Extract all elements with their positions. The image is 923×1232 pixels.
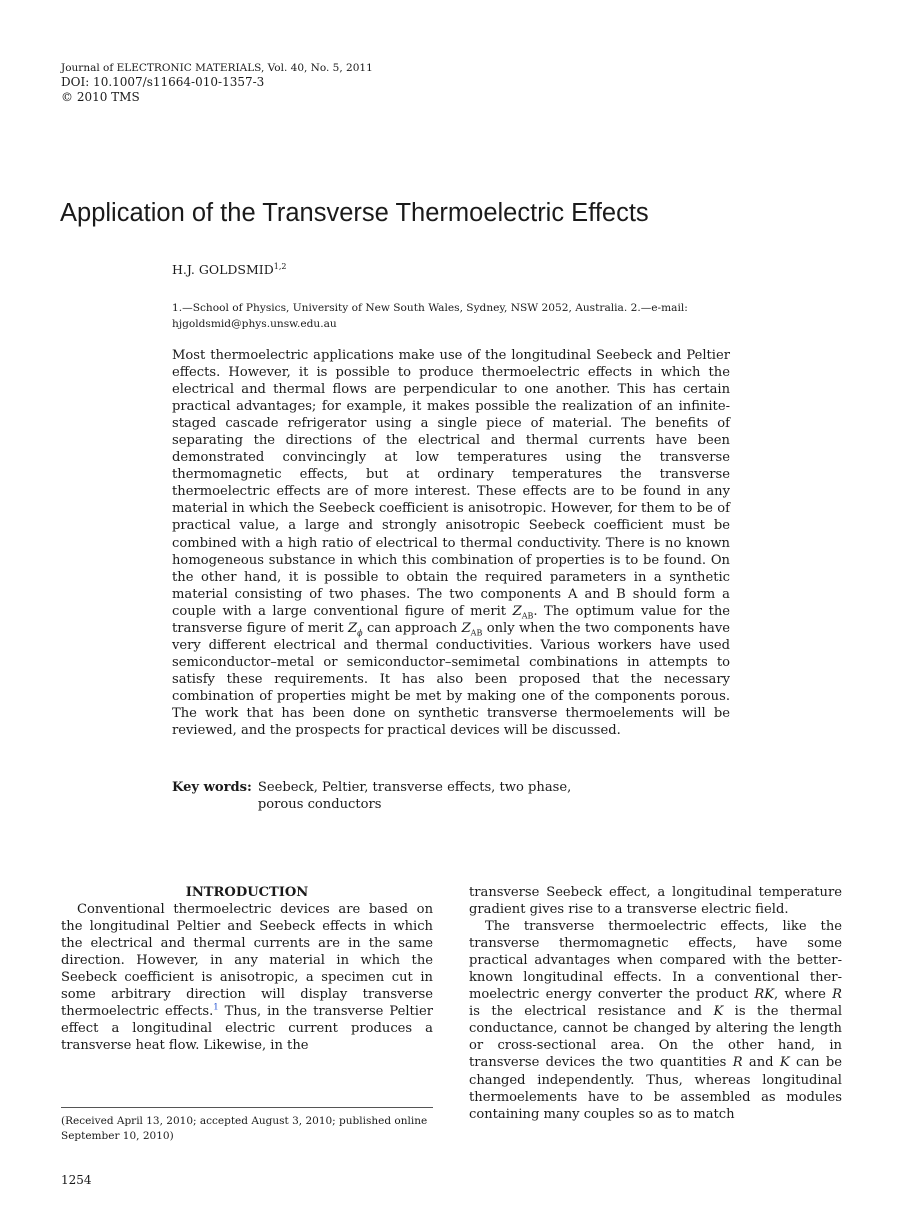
symbol-z-ab-sub: AB <box>521 611 534 621</box>
symbol-r: R <box>832 987 842 1003</box>
intro-text-7: and <box>742 1055 780 1071</box>
abstract-text-4: only when the two components have very different electrical and thermal conductivities. Various workers have used semiconductor–metal or semiconductor–semimetal combinations in attempts to satisfy these requirements. It has also been proposed that the necessary combination of properties might be met by making one of the components porous. The work that has been done on synthetic transverse thermoelements will be reviewed, and the prospects for practical devices will be discussed. <box>172 620 730 739</box>
intro-text-2: Thus, in the transverse Peltier effect a longitudinal electric current produces a transverse heat flow. Likewise, in the <box>61 1004 433 1054</box>
page-number: 1254 <box>61 1173 92 1187</box>
footnote-divider <box>61 1107 433 1108</box>
right-column <box>469 884 842 1123</box>
intro-text-6: is the thermal conductance, cannot be changed by altering the length or cross-sectional area. On the other hand, in transverse devices the two quantities <box>469 1004 843 1071</box>
abstract <box>172 347 730 739</box>
keywords-label: Key words: <box>172 780 252 795</box>
intro-text-4: , where <box>774 987 833 1003</box>
reference-link-1[interactable]: 1 <box>213 1002 219 1013</box>
symbol-k-2: K <box>779 1055 790 1071</box>
author <box>172 262 286 277</box>
doi: DOI: 10.1007/s11664-010-1357-3 <box>61 75 265 89</box>
abstract-text-2: . The optimum value for the transverse figure of merit <box>172 603 731 636</box>
intro-text-1: Conventional thermoelectric devices are based on the longitudinal Peltier and Seebeck effects in which the electrical and thermal currents are in the same direction. However, in any material in which the Seebeck coefficient is anisotropic, a specimen cut in some arbitrary direction will display transverse thermoelectric effects. <box>61 902 433 1020</box>
symbol-z-ab-2: Z <box>461 620 471 636</box>
intro-paragraph-2 <box>469 918 842 1123</box>
section-heading-introduction: INTRODUCTION <box>185 885 309 900</box>
symbol-z-phi: Z <box>348 620 358 636</box>
copyright: © 2010 TMS <box>61 90 140 104</box>
symbol-z-ab-2-sub: AB <box>470 628 483 638</box>
left-column <box>61 884 433 1054</box>
author-name: H.J. GOLDSMID <box>172 262 274 277</box>
symbol-k: K <box>713 1004 724 1020</box>
keywords-text: Seebeck, Peltier, transverse effects, two phase, porous conductors <box>257 780 572 813</box>
intro-text-8: can be changed independently. Thus, whereas longitudinal thermoelements have to be assembled as modules containing many couples so as to match <box>469 1055 843 1122</box>
symbol-z-phi-sub: ϕ <box>357 628 363 638</box>
symbol-rk: RK <box>754 987 775 1003</box>
author-affil-marks: 1,2 <box>273 261 287 271</box>
symbol-r-2: R <box>732 1055 743 1071</box>
intro-paragraph-1-cont: transverse Seebeck effect, a longitudinal temperature gradient gives rise to a transverse electric field. <box>469 885 842 918</box>
received-dates: (Received April 13, 2010; accepted August 3, 2010; published online September 10, 2010) <box>61 1115 428 1142</box>
keywords <box>172 779 732 814</box>
intro-text-3: The transverse thermoelectric effects, like the transverse thermomagnetic effects, have some practical advantages when compared with the better-known longitudinal effects. In a conventional thermoelectric energy converter the product <box>469 919 842 1003</box>
intro-paragraph-1 <box>61 901 433 1054</box>
intro-text-5: is the electrical resistance and <box>469 1004 714 1020</box>
journal-citation: Journal of ELECTRONIC MATERIALS, Vol. 40, No. 5, 2011 <box>61 62 373 74</box>
paper-title: Application of the Transverse Thermoelectric Effects <box>60 199 649 227</box>
abstract-text-3: can approach <box>366 620 458 636</box>
affiliation: 1.—School of Physics, University of New South Wales, Sydney, NSW 2052, Australia. 2.—e-mail: hjgoldsmid@phys.unsw.edu.au <box>172 302 688 330</box>
symbol-z-ab: Z <box>512 603 522 619</box>
abstract-text-1: Most thermoelectric applications make use of the longitudinal Seebeck and Peltier effects. However, it is possible to produce thermoelectric effects in which the electrical and thermal flows are perpendicular to one another. This has certain practical advantages; for example, it makes possible the realization of an infinite-staged cascade refrigerator using a single piece of material. The benefits of separating the directions of the electrical and thermal currents have been demonstrated convincingly at low temperatures using the transverse thermomagnetic effects, but at ordinary temperatures the transverse thermoelectric effects are of more interest. These effects are to be found in any material in which the Seebeck coefficient is anisotropic. However, for them to be of practical value, a large and strongly anisotropic Seebeck coefficient must be combined with a high ratio of electrical to thermal conductivity. There is no known homogeneous substance in which this combination of properties is to be found. On the other hand, it is possible to obtain the required parameters in a synthetic material consisting of two phases. The two components A and B should form a couple with a large conventional figure of merit <box>172 348 730 619</box>
